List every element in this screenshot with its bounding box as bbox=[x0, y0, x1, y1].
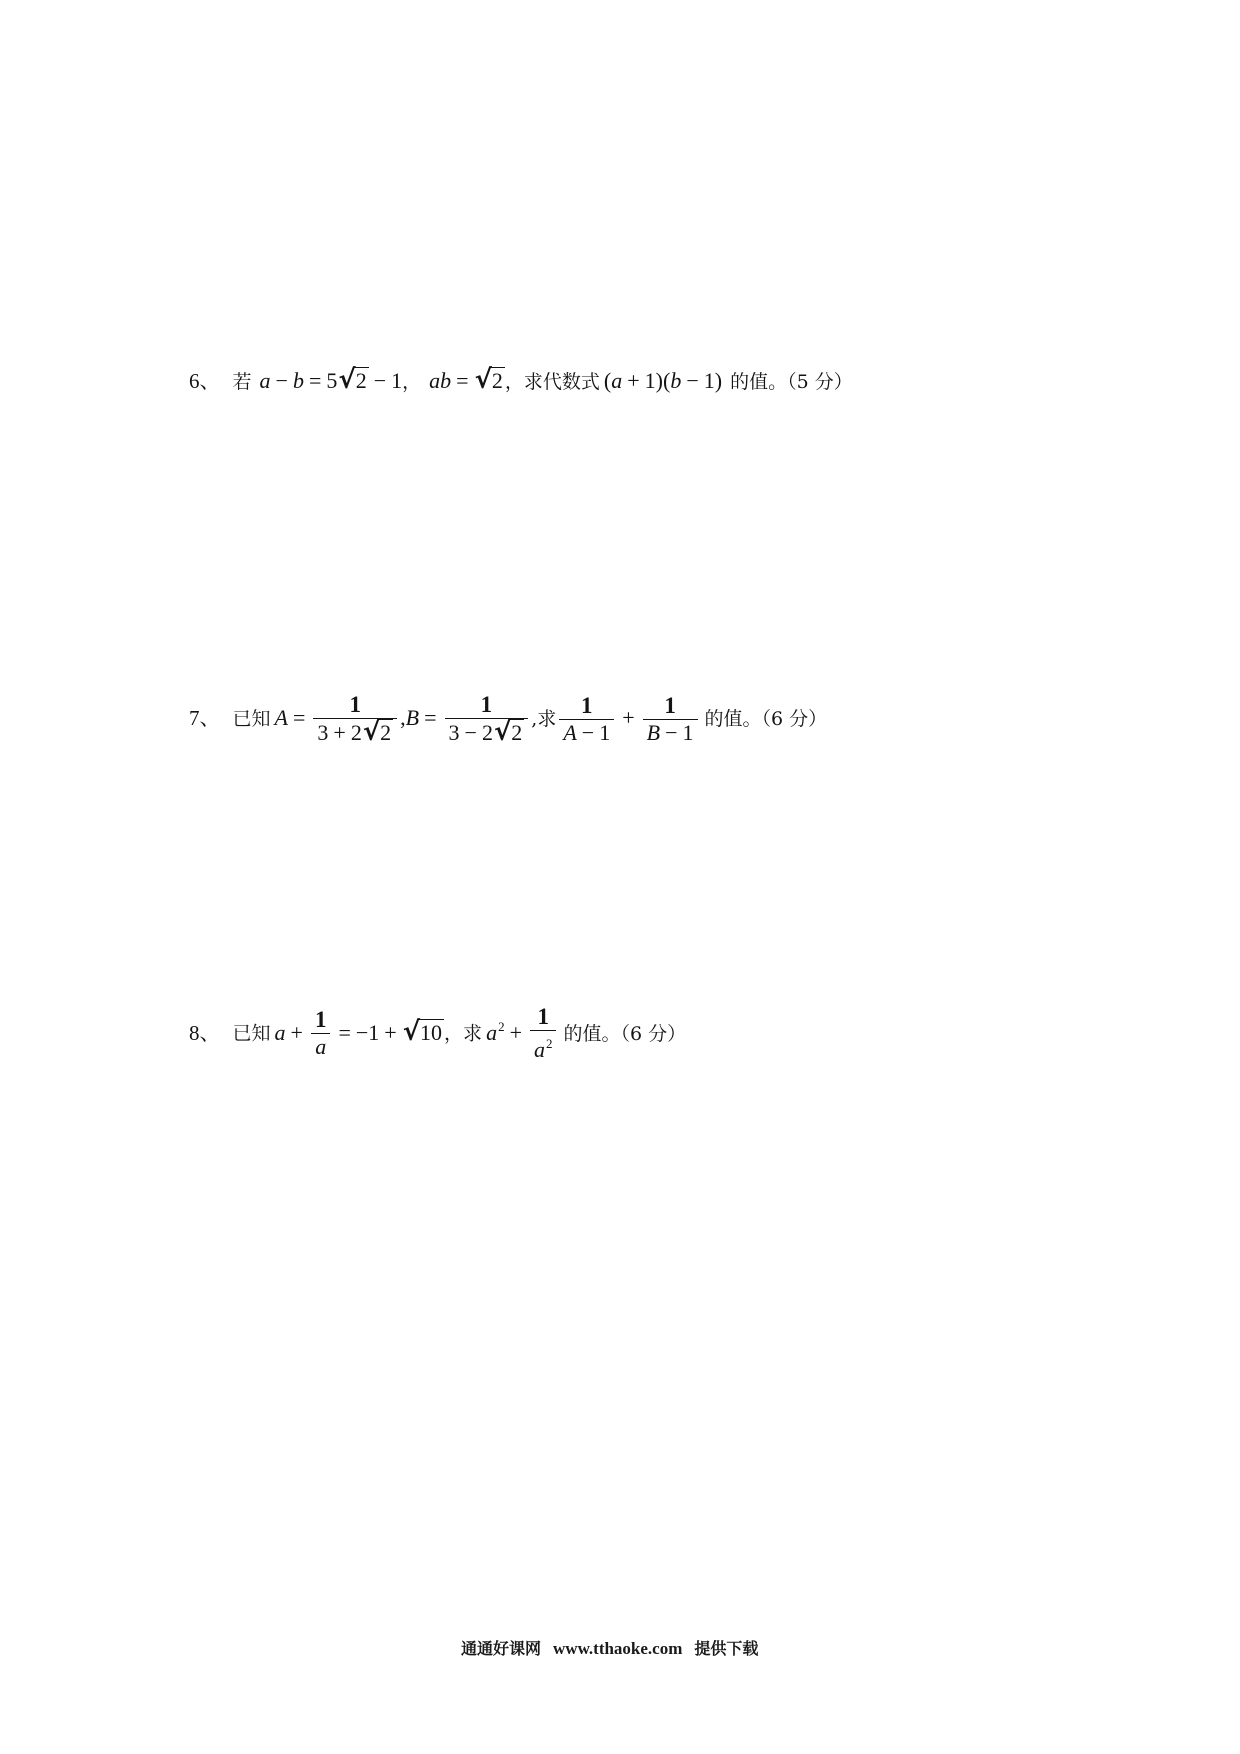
open-paren: ( bbox=[603, 368, 612, 393]
question-ask-text: ，求 bbox=[444, 1022, 483, 1045]
plus-operator: + bbox=[509, 1019, 522, 1045]
minus-operator: − bbox=[686, 368, 699, 393]
question-8 bbox=[189, 1004, 686, 1064]
square-root bbox=[362, 717, 393, 747]
radicand: 2 bbox=[380, 720, 392, 745]
fraction bbox=[530, 1004, 557, 1064]
minus-operator: − bbox=[464, 720, 477, 745]
plus-operator: + bbox=[627, 368, 640, 393]
fraction-denominator bbox=[530, 1031, 557, 1064]
minus-operator: − bbox=[275, 368, 288, 393]
question-lead-text: 若 bbox=[232, 371, 252, 393]
equals-operator: = bbox=[292, 705, 306, 730]
middle-parens: )( bbox=[655, 368, 671, 393]
radicand: 2 bbox=[355, 368, 367, 393]
question-number: 8、 bbox=[189, 1020, 221, 1045]
fraction-term-2 bbox=[643, 693, 698, 747]
fraction-numerator: 1 bbox=[559, 693, 614, 720]
question-7 bbox=[189, 692, 827, 747]
equals-operator: = bbox=[308, 368, 322, 393]
constant: 3 bbox=[317, 720, 329, 745]
fraction-denominator bbox=[643, 720, 698, 747]
footer-site-name: 通通好课网 bbox=[461, 1639, 542, 1658]
variable-B: B bbox=[405, 705, 420, 730]
fraction-numerator: 1 bbox=[313, 692, 397, 719]
variable-b: b bbox=[670, 368, 682, 393]
fraction-numerator: 1 bbox=[530, 1004, 557, 1031]
variable-a: a bbox=[611, 368, 623, 393]
radical-sign: √ bbox=[474, 365, 492, 395]
footer-credit bbox=[461, 1636, 758, 1659]
given-equation bbox=[274, 1007, 445, 1059]
comma-separator: , bbox=[400, 705, 406, 730]
fraction bbox=[313, 692, 397, 747]
minus-operator: − bbox=[581, 719, 595, 745]
coefficient: 2 bbox=[350, 720, 362, 745]
fraction-denominator bbox=[559, 720, 614, 747]
fraction-term-1 bbox=[559, 693, 614, 747]
variable-a: a bbox=[533, 1037, 545, 1062]
variable-a: a bbox=[259, 368, 271, 393]
plus-operator: + bbox=[333, 720, 346, 745]
question-lead-text: 已知 bbox=[232, 1022, 271, 1045]
exponent: 2 bbox=[545, 1036, 553, 1051]
footer-url: www.tthaoke.com bbox=[553, 1639, 683, 1658]
question-suffix-score: 的值。（6 分） bbox=[704, 708, 828, 730]
constant: 1 bbox=[682, 719, 694, 745]
condition-a-minus-b bbox=[259, 365, 403, 395]
question-ask-text: ,求 bbox=[531, 708, 557, 730]
definition-b bbox=[405, 692, 532, 747]
constant: 1 bbox=[703, 368, 715, 393]
square-root bbox=[474, 365, 505, 395]
fraction-denominator bbox=[311, 1034, 331, 1061]
exponent: 2 bbox=[498, 1018, 505, 1034]
plus-operator: + bbox=[384, 1019, 397, 1045]
constant: 1 bbox=[391, 368, 403, 393]
fraction-numerator: 1 bbox=[445, 692, 529, 719]
variable-b: b bbox=[292, 368, 304, 393]
variable-a: a bbox=[274, 1019, 286, 1045]
expression-product bbox=[604, 369, 722, 393]
footer-note: 提供下载 bbox=[694, 1639, 759, 1658]
fraction-numerator: 1 bbox=[643, 693, 698, 720]
variable-A: A bbox=[274, 705, 288, 730]
square-root bbox=[337, 365, 368, 395]
coefficient: 2 bbox=[481, 720, 493, 745]
variable-ab: ab bbox=[429, 368, 452, 393]
fraction-denominator bbox=[313, 719, 397, 747]
variable-a: a bbox=[315, 1034, 327, 1059]
fraction-denominator bbox=[445, 719, 529, 747]
question-number: 6、 bbox=[189, 369, 221, 393]
close-paren: ) bbox=[714, 368, 723, 393]
question-suffix-score: 的值。（5 分） bbox=[730, 371, 853, 393]
question-suffix-score: 的值。（6 分） bbox=[563, 1022, 687, 1045]
target-expression bbox=[486, 1004, 559, 1062]
constant: 1 bbox=[599, 719, 611, 745]
fraction bbox=[445, 692, 529, 747]
fraction bbox=[311, 1007, 331, 1061]
variable-a: a bbox=[486, 1019, 498, 1045]
variable-B: B bbox=[646, 719, 661, 745]
square-root bbox=[402, 1016, 444, 1047]
plus-operator: + bbox=[622, 705, 635, 730]
coefficient: 5 bbox=[326, 368, 338, 393]
variable-A: A bbox=[563, 719, 577, 745]
radical-sign: √ bbox=[493, 717, 512, 747]
plus-operator: + bbox=[290, 1019, 303, 1045]
definition-a bbox=[274, 692, 401, 747]
constant: −1 bbox=[355, 1019, 380, 1045]
question-ask-text: ，求代数式 bbox=[504, 371, 600, 393]
equals-operator: = bbox=[456, 368, 469, 393]
square-root bbox=[493, 717, 524, 747]
question-number: 7、 bbox=[189, 706, 221, 730]
condition-ab bbox=[429, 365, 505, 395]
equals-operator: = bbox=[424, 705, 437, 730]
question-lead-text: 已知 bbox=[232, 708, 271, 730]
minus-operator: − bbox=[373, 368, 387, 393]
question-6 bbox=[189, 365, 853, 395]
radicand: 2 bbox=[511, 720, 523, 745]
radical-sign: √ bbox=[338, 365, 356, 395]
minus-operator: − bbox=[665, 719, 678, 745]
radical-sign: √ bbox=[402, 1016, 421, 1047]
comma-separator: ， bbox=[402, 371, 422, 393]
fraction-numerator: 1 bbox=[311, 1007, 331, 1034]
constant: 1 bbox=[644, 368, 656, 393]
radicand: 2 bbox=[491, 368, 503, 393]
radical-sign: √ bbox=[362, 717, 381, 747]
radicand: 10 bbox=[420, 1019, 443, 1045]
equals-operator: = bbox=[338, 1019, 351, 1045]
constant: 3 bbox=[448, 720, 460, 745]
